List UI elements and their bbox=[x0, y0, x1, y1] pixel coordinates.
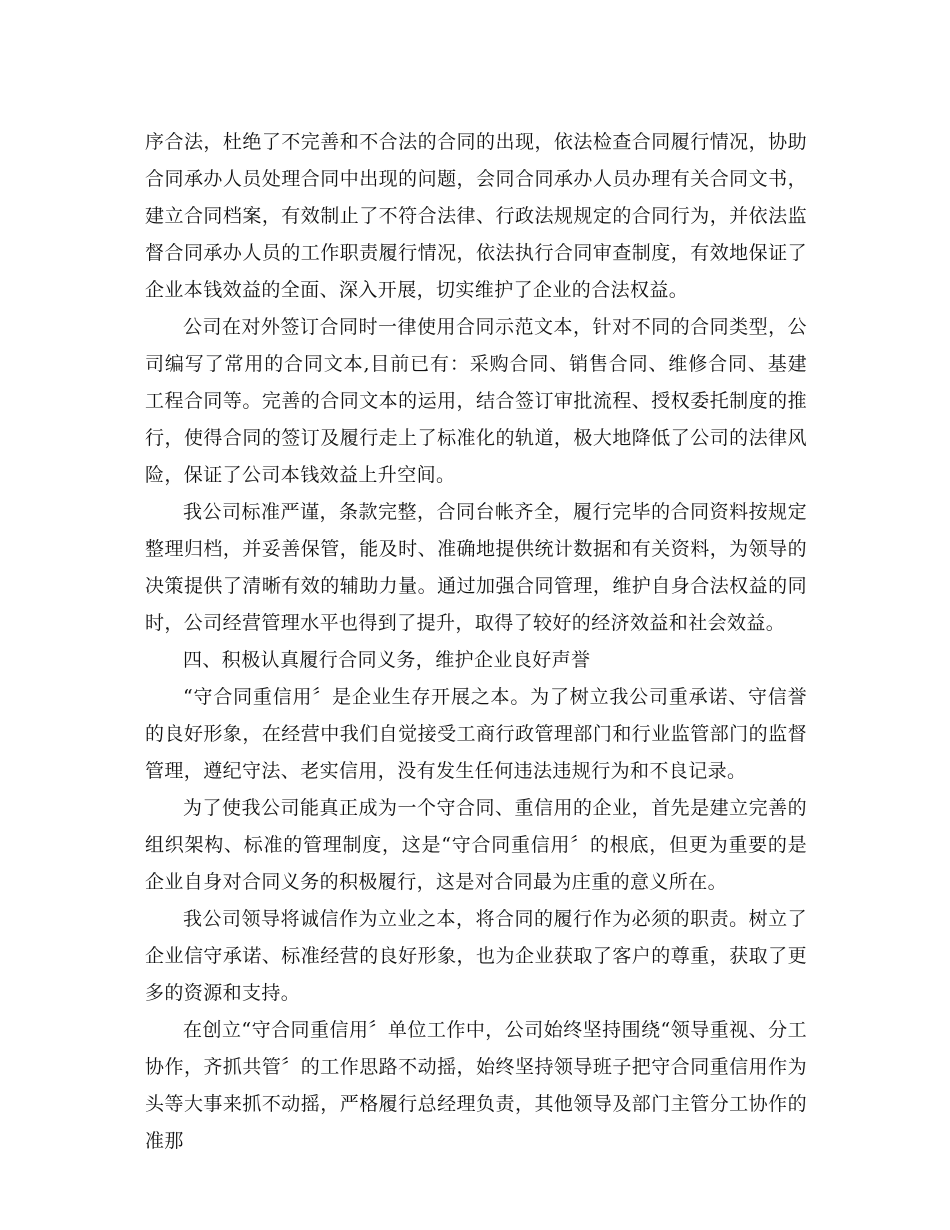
paragraph-4: “守合同重信用〞是企业生存开展之本。为了树立我公司重承诺、守信誉的良好形象，在经营中我们自觉接受工商行政管理部门和行业监管部门的监督管理，遵纪守法、老实信用，没有发生任何违法违规行为和不良记录。 bbox=[145, 686, 807, 782]
paragraph-2: 公司在对外签订合同时一律使用合同示范文本，针对不同的合同类型，公司编写了常用的合同文本,目前已有：采购合同、销售合同、维修合同、基建工程合同等。完善的合同文本的运用，结合签订审批流程、授权委托制度的推行，使得合同的签订及履行走上了标准化的轨道，极大地降低了公司的法律风险，保证了公司本钱效益上升空间。 bbox=[145, 316, 807, 486]
paragraph-7: 在创立“守合同重信用〞单位工作中，公司始终坚持围绕“领导重视、分工协作，齐抓共管〞的工作思路不动摇，始终坚持领导班子把守合同重信用作为头等大事来抓不动摇，严格履行总经理负责，其他领导及部门主管分工协作的准那 bbox=[145, 1019, 807, 1152]
section-heading: 四、积极认真履行合同义务，维护企业良好声誉 bbox=[183, 649, 591, 671]
paragraph-5: 为了使我公司能真正成为一个守合同、重信用的企业，首先是建立完善的组织架构、标准的管理制度，这是“守合同重信用〞的根底，但更为重要的是企业自身对合同义务的积极履行，这是对合同最为庄重的意义所在。 bbox=[145, 797, 807, 893]
paragraph-6: 我公司领导将诚信作为立业之本，将合同的履行作为必须的职责。树立了企业信守承诺、标准经营的良好形象，也为企业获取了客户的尊重，获取了更多的资源和支持。 bbox=[145, 908, 807, 1004]
document-body bbox=[145, 124, 807, 1160]
paragraph-1: 序合法，杜绝了不完善和不合法的合同的出现，依法检查合同履行情况，协助合同承办人员处理合同中出现的问题，会同合同承办人员办理有关合同文书，建立合同档案，有效制止了不符合法律、行政法规规定的合同行为，并依法监督合同承办人员的工作职责履行情况，依法执行合同审查制度，有效地保证了企业本钱效益的全面、深入开展，切实维护了企业的合法权益。 bbox=[145, 131, 807, 301]
paragraph-3: 我公司标准严谨，条款完整，合同台帐齐全，履行完毕的合同资料按规定整理归档，并妥善保管，能及时、准确地提供统计数据和有关资料，为领导的决策提供了清晰有效的辅助力量。通过加强合同管理，维护自身合法权益的同时，公司经营管理水平也得到了提升，取得了较好的经济效益和社会效益。 bbox=[145, 501, 807, 634]
